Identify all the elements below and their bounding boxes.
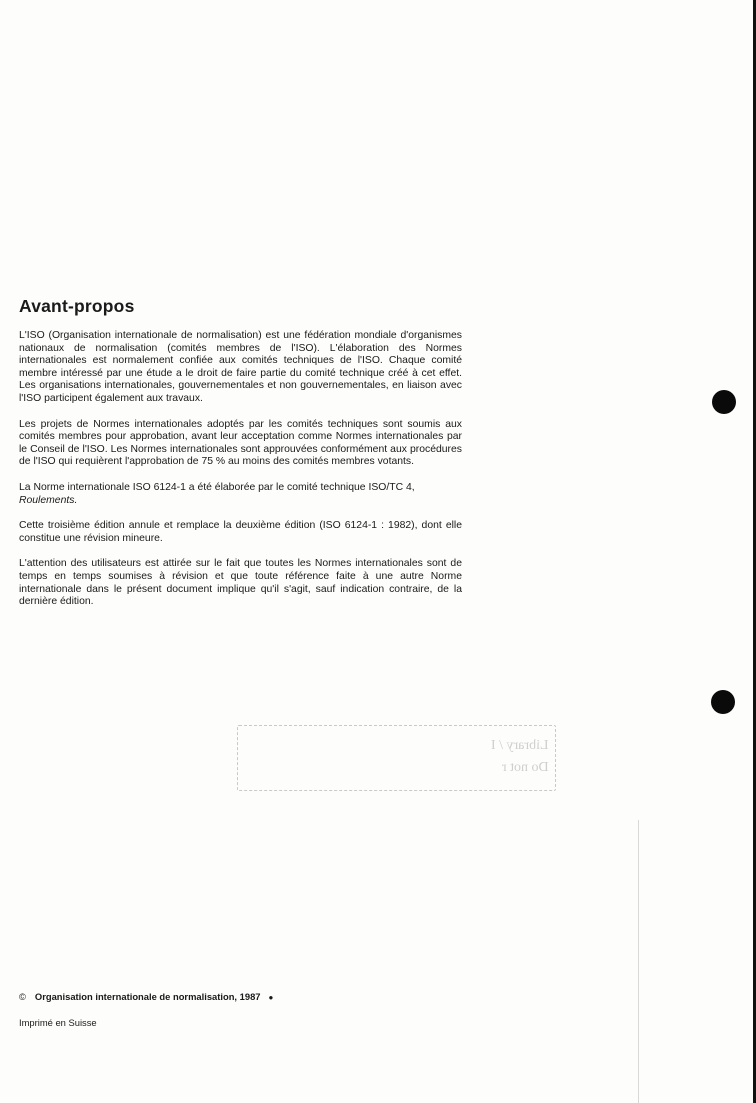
copyright-text: Organisation internationale de normalisation, 1987: [34, 991, 261, 1002]
paragraph-2-text: Les projets de Normes internationales adoptés par les comités techniques sont soumis aux comités membres pour approbation, avant leur acceptation comme Normes internationales par le Conseil de l'ISO. Les Normes internationales sont approuvées conformément aux procédures de l'ISO qui requièrent l'approbation de 75 % au moins des comités membres votants.: [19, 418, 462, 468]
fold-line: [638, 820, 639, 1103]
section-heading: Avant-propos: [19, 296, 135, 316]
paragraph-1-text: L'ISO (Organisation internationale de normalisation) est une fédération mondiale d'organismes nationaux de normalisation (comités membres de l'ISO). L'élaboration des Normes internationales est normalement confiée aux comités techniques de l'ISO. Chaque comité membre intéressé par une étude a le droit de faire partie du comité technique créé à cet effet. Les organisations internationales, gouvernementales et non gouvernementales, en liaison avec l'ISO participent également aux travaux.: [19, 330, 462, 404]
foreword-body: [19, 330, 462, 622]
punch-hole-bottom: [711, 690, 735, 714]
paragraph-4: [19, 520, 462, 545]
copyright-symbol: ©: [19, 991, 26, 1002]
paragraph-4-text: Cette troisième édition annule et remplace la deuxième édition (ISO 6124-1 : 1982), dont elle constitue une révision mineure.: [19, 520, 462, 544]
paragraph-5-text: L'attention des utilisateurs est attirée sur le fait que toutes les Normes internationales sont de temps en temps soumises à révision et que toute référence faite à une autre Norme internationale dans le présent document implique qu'il s'agit, sauf indication contraire, de la dernière édition.: [19, 558, 462, 608]
paragraph-3: [19, 482, 462, 507]
paragraph-2: [19, 419, 462, 469]
library-stamp: [237, 725, 556, 791]
paragraph-3-italic: Roulements.: [19, 494, 78, 506]
printed-in: Imprimé en Suisse: [19, 1017, 97, 1028]
paragraph-3-text: La Norme internationale ISO 6124-1 a été élaborée par le comité technique ISO/TC 4,: [19, 481, 415, 493]
copyright-line: [19, 991, 273, 1002]
paragraph-1: [19, 330, 462, 406]
punch-hole-top: [712, 390, 736, 414]
stamp-line-2: Do not r: [502, 760, 549, 775]
stamp-line-1: Library / I: [491, 738, 549, 753]
bullet-icon: ●: [268, 993, 274, 1002]
paragraph-5: [19, 558, 462, 608]
